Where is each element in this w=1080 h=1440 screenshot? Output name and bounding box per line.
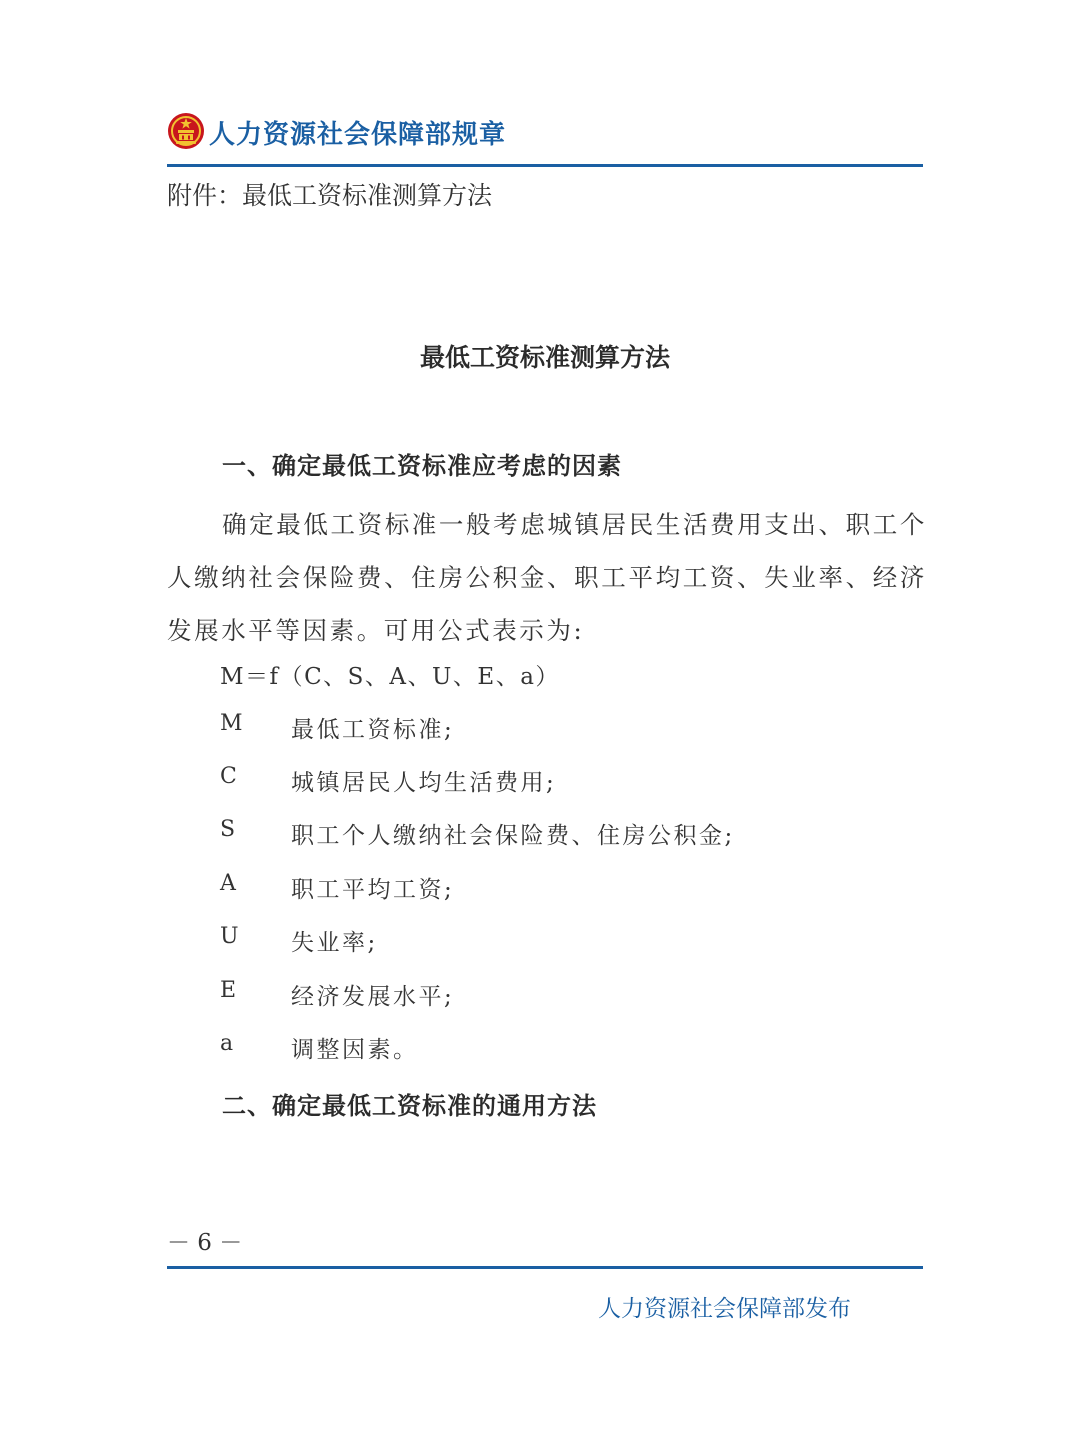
variable-symbol: M [220,711,243,736]
document-title: 最低工资标准测算方法 [419,343,670,372]
attachment-label: 附件：最低工资标准测算方法 [167,181,493,210]
publisher-footer: 人力资源社会保障部发布 [598,1296,851,1322]
header-title: 人力资源社会保障部规章 [209,120,507,150]
variable-symbol: S [220,817,236,842]
section-1-paragraph: 确定最低工资标准一般考虑城镇居民生活费用支出、职工个人缴纳社会保险费、住房公积金、职工平均工资、失业率、经济发展水平等因素。可用公式表示为: [167,510,927,645]
national-emblem-icon [167,112,205,150]
variable-symbol: E [220,978,237,1003]
variable-description: 城镇居民人均生活费用; [291,770,557,796]
variable-description: 失业率; [291,930,378,956]
variable-row [220,764,920,804]
section-heading-1: 一、确定最低工资标准应考虑的因素 [222,452,622,480]
variable-row [220,871,920,911]
variable-description: 最低工资标准; [291,717,455,743]
variable-description: 职工个人缴纳社会保险费、住房公积金; [291,823,735,849]
variable-description: 经济发展水平; [291,984,455,1010]
variable-row [220,924,920,964]
section-heading-2: 二、确定最低工资标准的通用方法 [222,1092,597,1120]
variable-symbol: A [220,871,236,896]
variable-symbol: U [220,924,239,949]
formula: M＝f（C、S、A、U、E、a） [220,664,560,690]
variable-row [220,711,920,751]
variable-symbol: C [220,764,237,789]
page-number: － 6 － [167,1230,243,1256]
variable-row [220,978,920,1018]
variable-description: 调整因素。 [291,1037,419,1063]
variable-symbol: a [220,1031,234,1056]
variable-description: 职工平均工资; [291,877,455,903]
variable-row [220,1031,920,1071]
footer-divider [167,1266,923,1269]
variable-row [220,817,920,857]
header-divider [167,164,923,167]
page-header [167,110,923,150]
